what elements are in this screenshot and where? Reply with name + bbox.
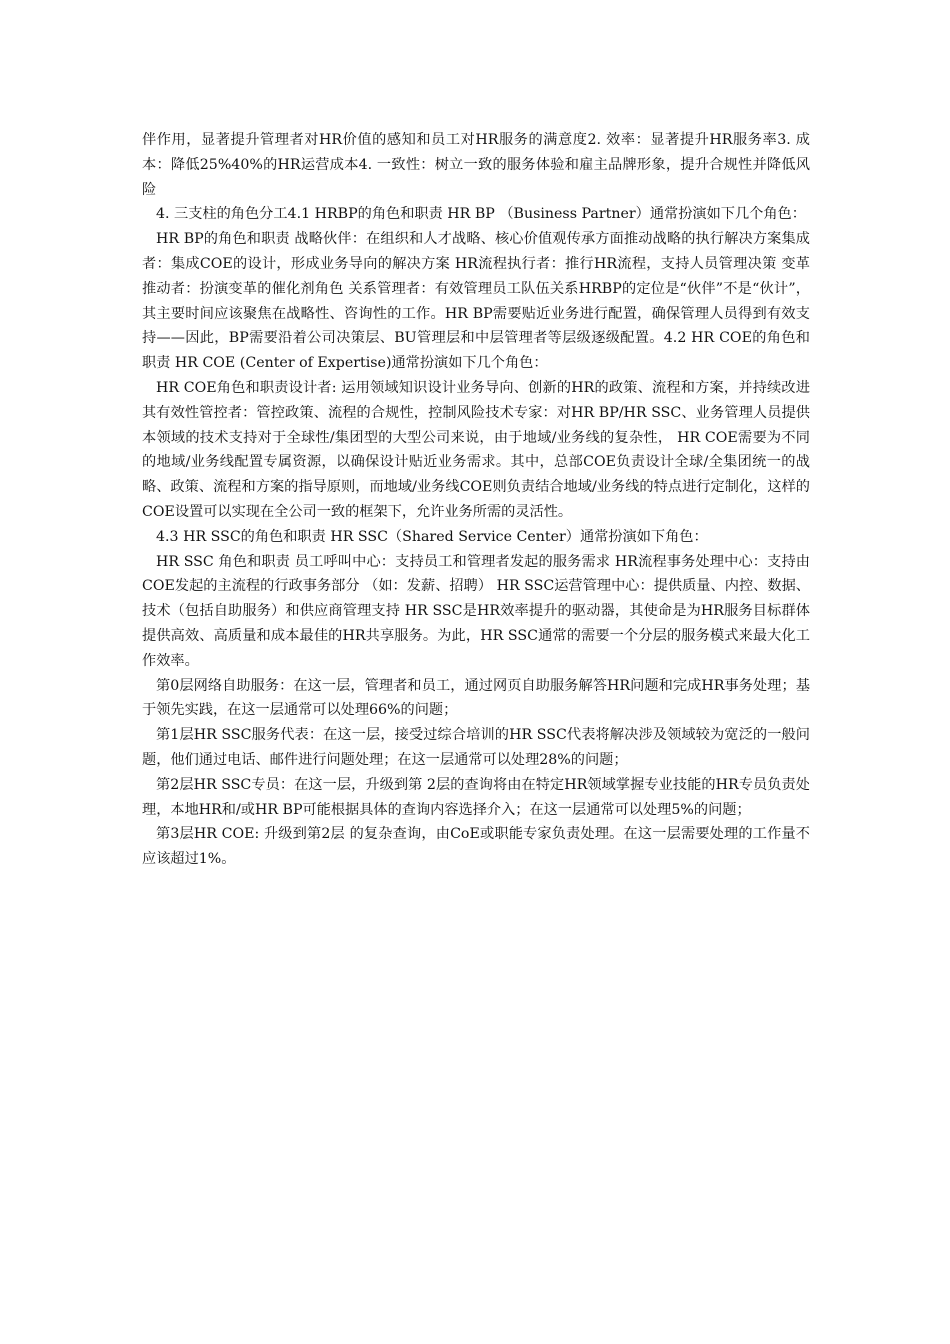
paragraph-hrbp-roles: HR BP的角色和职责 战略伙伴：在组织和人才战略、核心价值观传承方面推动战略的执行解决方案集成者：集成COE的设计，形成业务导向的解决方案 HR流程执行者：推行HR流程，支持人员管理决策 变革推动者：扮演变革的催化剂角色 关系管理者：有效管理员工队伍关系HRBP的定位是“伙伴”不是“伙计”，其主要时间应该聚焦在战略性、咨询性的工作。HR BP需要贴近业务进行配置，确保管理人员得到有效支持——因此，BP需要沿着公司决策层、BU管理层和中层管理者等层级逐级配置。4.2 HR COE的角色和职责 HR COE (Center of Expertise)通常扮演如下几个角色： (142, 231, 810, 372)
document-body (142, 128, 810, 872)
paragraph-coe-roles: HR COE角色和职责设计者: 运用领域知识设计业务导向、创新的HR的政策、流程和方案，并持续改进其有效性管控者：管控政策、流程的合规性，控制风险技术专家：对HR BP/HR SSC、业务管理人员提供本领域的技术支持对于全球性/集团型的大型公司来说，由于地域/业务线的复杂性， HR COE需要为不同的地域/业务线配置专属资源，以确保设计贴近业务需求。其中，总部COE负责设计全球/全集团统一的战略、政策、流程和方案的指导原则，而地域/业务线COE则负责结合地域/业务线的特点进行定制化，这样的COE设置可以实现在全公司一致的框架下，允许业务所需的灵活性。 (142, 379, 810, 520)
paragraph-benefits: 伴作用，显著提升管理者对HR价值的感知和员工对HR服务的满意度2. 效率：显著提升HR服务率3. 成本：降低25%40%的HR运营成本4. 一致性：树立一致的服务体验和雇主品牌形象，提升合规性并降低风险 (142, 132, 810, 198)
paragraph-ssc-intro: 4.3 HR SSC的角色和职责 HR SSC（Shared Service Center）通常扮演如下角色： (156, 528, 708, 545)
paragraph-tier-3: 第3层HR COE: 升级到第2层 的复杂查询，由CoE或职能专家负责处理。在这一层需要处理的工作量不应该超过1%。 (142, 826, 810, 868)
paragraph-tier-1: 第1层HR SSC服务代表：在这一层，接受过综合培训的HR SSC代表将解决涉及领域较为宽泛的一般问题，他们通过电话、邮件进行问题处理；在这一层通常可以处理28%的问题； (142, 727, 810, 768)
paragraph-role-division-hrbp-intro: 4. 三支柱的角色分工4.1 HRBP的角色和职责 HR BP （Business Partner）通常扮演如下几个角色： (156, 206, 806, 223)
paragraph-tier-0: 第0层网络自助服务：在这一层，管理者和员工，通过网页自助服务解答HR问题和完成HR事务处理；基于领先实践，在这一层通常可以处理66%的问题； (142, 677, 810, 719)
paragraph-ssc-roles: HR SSC 角色和职责 员工呼叫中心：支持员工和管理者发起的服务需求 HR流程事务处理中心：支持由COE发起的主流程的行政事务部分 （如：发薪、招聘） HR SSC运营管理中心：提供质量、内控、数据、技术（包括自助服务）和供应商管理支持 HR SSC是HR效率提升的驱动器，其使命是为HR服务目标群体提供高效、高质量和成本最佳的HR共享服务。为此，HR SSC通常的需要一个分层的服务模式来最大化工作效率。 (142, 553, 810, 669)
paragraph-tier-2: 第2层HR SSC专员：在这一层，升级到第 2层的查询将由在特定HR领域掌握专业技能的HR专员负责处理，本地HR和/或HR BP可能根据具体的查询内容选择介入；在这一层通常可以处理5%的问题； (142, 776, 810, 818)
